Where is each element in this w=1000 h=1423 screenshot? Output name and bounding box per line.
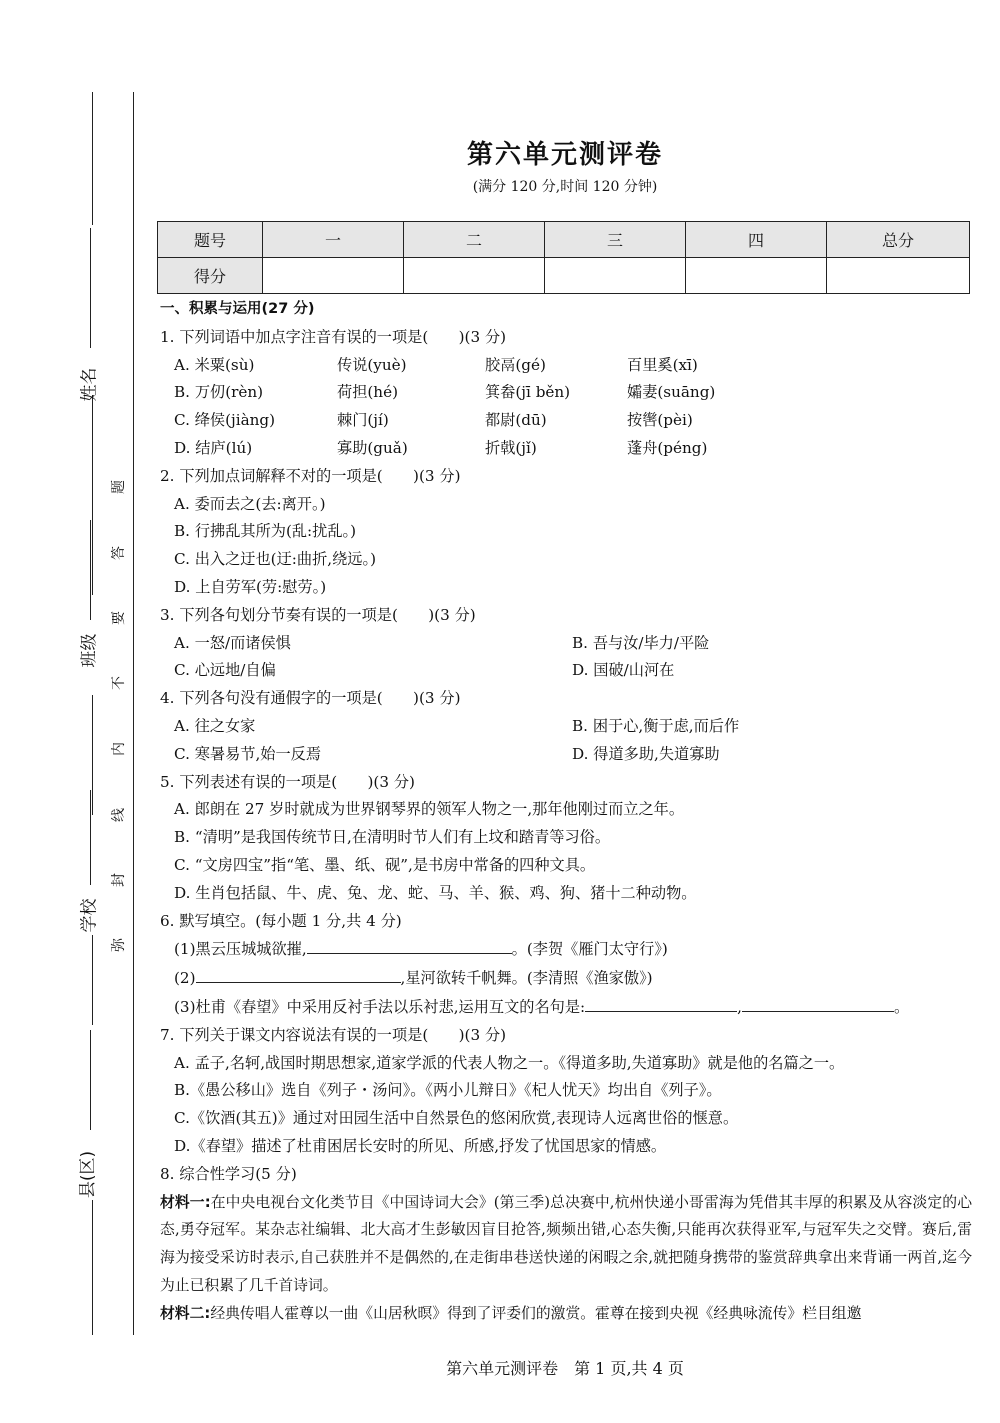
option-text: 都尉(dū) [485,411,547,430]
q6-text: , [737,997,742,1016]
option-text: B. 困于心,衡于虑,而后作 [572,716,740,735]
option-text: 按辔(pèi) [627,411,693,430]
option-text: 箕畚(jī běn) [485,383,571,402]
question-5: 5. 下列表述有误的一项是( )(3 分) [160,772,415,791]
option-text: C. 寒暑易节,始一反焉 [174,744,322,763]
q5-option-a: A. 郎朗在 27 岁时就成为世界钢琴界的领军人物之一,那年他刚过而立之年。 [174,800,685,819]
q6-line-1 [160,935,972,964]
option-text: 荷担(hé) [337,383,398,402]
material-1 [160,1189,972,1300]
q6-line-2 [160,964,972,993]
q7-option-d: D.《春望》描述了杜甫困居长安时的所见、所感,抒发了忧国思家的情感。 [174,1136,667,1155]
score-cell[interactable] [404,258,545,294]
score-header-row [158,222,970,258]
q6-text: 。 [893,997,910,1016]
q2-option-b: B. 行拂乱其所为(乱:扰乱。) [174,522,357,541]
cut-char-2: 答 [111,546,127,560]
answer-blank[interactable] [196,964,401,983]
question-4: 4. 下列各句没有通假字的一项是( )(3 分) [160,689,461,708]
exam-content [160,296,972,1327]
score-header-cell: 三 [545,222,686,258]
q3-row-1 [160,630,972,658]
county-field-blank[interactable] [90,1030,91,1130]
score-row-label: 得分 [158,258,263,294]
score-header-cell: 二 [404,222,545,258]
option-text: C. 绛侯(jiàng) [174,411,276,430]
school-field-label: 学校 [79,898,100,933]
q1-row-d [160,435,972,463]
option-text: C. 心远地/自偏 [174,661,276,680]
material-text: 在中央电视台文化类节目《中国诗词大会》(第三季)总决赛中,杭州快递小哥雷海为凭借其丰厚的积累及从容淡定的心态,勇夺冠军。某杂志社编辑、北大高才生彭敏因盲目抢答,频频出错,心态失衡,只能再次获得亚军,与冠军失之交臂。赛后,雷海为接受采访时表示,自己获胜并不是偶然的,在走街串巷送快递的闲暇之余,就把随身携带的鉴赏辞典拿出来背诵一两首,迄今为止已积累了几千首诗词。 [160,1193,972,1294]
answer-blank[interactable] [307,935,512,954]
q1-row-c [160,407,972,435]
q1-row-a [160,352,972,380]
q5-option-d: D. 生肖包括鼠、牛、虎、兔、龙、蛇、马、羊、猴、鸡、狗、猪十二种动物。 [174,883,697,902]
option-text: D. 国破/山河在 [572,661,675,680]
option-text: 折戟(jǐ) [485,438,537,457]
option-text: A. 往之女家 [174,716,256,735]
score-value-row [158,258,970,294]
name-field-label: 姓名 [79,367,100,402]
option-text: 孀妻(suāng) [627,383,716,402]
page-footer: 第六单元测评卷 第 1 页,共 4 页 [446,1359,684,1378]
q6-text: (2) [174,969,196,988]
q6-text: (3)杜甫《春望》中采用反衬手法以乐衬悲,运用互文的名句是: [174,997,586,1016]
question-6: 6. 默写填空。(每小题 1 分,共 4 分) [160,911,402,930]
cut-char-7: 封 [111,873,127,887]
option-text: B. 吾与汝/毕力/平险 [572,633,710,652]
option-text: 蓬舟(péng) [627,438,708,457]
cut-char-1: 题 [111,480,127,494]
question-8: 8. 综合性学习(5 分) [160,1164,297,1183]
county-field-label: 县(区) [78,1150,99,1199]
cut-char-3: 要 [111,611,127,625]
material-label: 材料二: [160,1304,211,1322]
q4-row-1 [160,713,972,741]
q6-line-3 [160,993,972,1022]
question-2: 2. 下列加点词解释不对的一项是( )(3 分) [160,466,461,485]
cut-char-4: 不 [111,676,127,690]
q6-text: 。(李贺《雁门太守行》) [511,940,668,959]
option-text: A. 米粟(sù) [174,355,255,374]
question-7: 7. 下列关于课文内容说法有误的一项是( )(3 分) [160,1025,507,1044]
option-text: 棘门(jí) [337,411,389,430]
score-cell[interactable] [686,258,827,294]
q5-option-c: C. “文房四宝”指“笔、墨、纸、砚”,是书房中常备的四种文具。 [174,855,596,874]
q7-option-b: B.《愚公移山》选自《列子・汤问》。《两小儿辩日》《杞人忧天》均出自《列子》。 [174,1081,722,1100]
class-field-label: 班级 [79,633,100,668]
binding-line-left-4 [92,935,93,1025]
score-header-cell: 总分 [827,222,970,258]
cut-char-6: 线 [111,808,127,822]
score-cell[interactable] [545,258,686,294]
material-2 [160,1300,972,1328]
q7-option-c: C.《饮酒(其五)》通过对田园生活中自然景色的悠闲欣赏,表现诗人远离世俗的惬意。 [174,1109,739,1128]
q4-row-2 [160,741,972,769]
option-text: B. 万仞(rèn) [174,383,264,402]
q6-text: (1)黑云压城城欲摧, [174,940,307,959]
q5-option-b: B. “清明”是我国传统节日,在清明时节人们有上坟和踏青等习俗。 [174,828,611,847]
score-cell[interactable] [263,258,404,294]
page-title: 第六单元测评卷 [466,140,663,170]
question-1: 1. 下列词语中加点字注音有误的一项是( )(3 分) [160,327,507,346]
binding-line-left-5 [92,1200,93,1335]
material-text: 经典传唱人霍尊以一曲《山居秋暝》得到了评委们的激赏。霍尊在接到央视《经典咏流传》栏目组邀 [210,1304,862,1322]
binding-line-left-2 [92,395,93,595]
option-text: 百里奚(xī) [627,355,698,374]
score-header-cell: 题号 [158,222,263,258]
option-text: A. 一怒/而诸侯惧 [174,633,291,652]
cut-char-5: 内 [111,742,127,756]
option-text: D. 得道多助,失道寡助 [572,744,720,763]
section-heading: 一、积累与运用(27 分) [160,301,315,317]
option-text: 胶鬲(gé) [485,355,546,374]
q2-option-c: C. 出入之迂也(迂:曲折,绕远。) [174,550,376,569]
cut-char-8: 弥 [111,938,127,952]
option-text: D. 结庐(lú) [174,438,253,457]
q1-row-b [160,379,972,407]
score-header-cell: 一 [263,222,404,258]
answer-blank[interactable] [742,993,894,1012]
binding-line-right [133,92,134,1335]
name-field-blank[interactable] [90,228,91,348]
q7-option-a: A. 孟子,名轲,战国时期思想家,道家学派的代表人物之一。《得道多助,失道寡助》就是他的名篇之一。 [174,1053,845,1072]
q6-text: ,星河欲转千帆舞。(李清照《渔家傲》) [400,969,653,988]
score-header-cell: 四 [686,222,827,258]
q3-row-2 [160,657,972,685]
material-label: 材料一: [160,1193,211,1211]
q2-option-d: D. 上自劳军(劳:慰劳。) [174,577,327,596]
answer-blank[interactable] [585,993,737,1012]
binding-line-left-3 [92,695,93,815]
page-subtitle: (满分 120 分,时间 120 分钟) [472,179,658,195]
score-table [157,221,970,294]
class-field-blank[interactable] [90,520,91,620]
q2-option-a: A. 委而去之(去:离开。) [174,494,326,513]
score-cell[interactable] [827,258,970,294]
option-text: 寡助(guǎ) [337,438,408,457]
option-text: 传说(yuè) [337,355,407,374]
school-field-blank[interactable] [90,790,91,885]
question-3: 3. 下列各句划分节奏有误的一项是( )(3 分) [160,605,476,624]
